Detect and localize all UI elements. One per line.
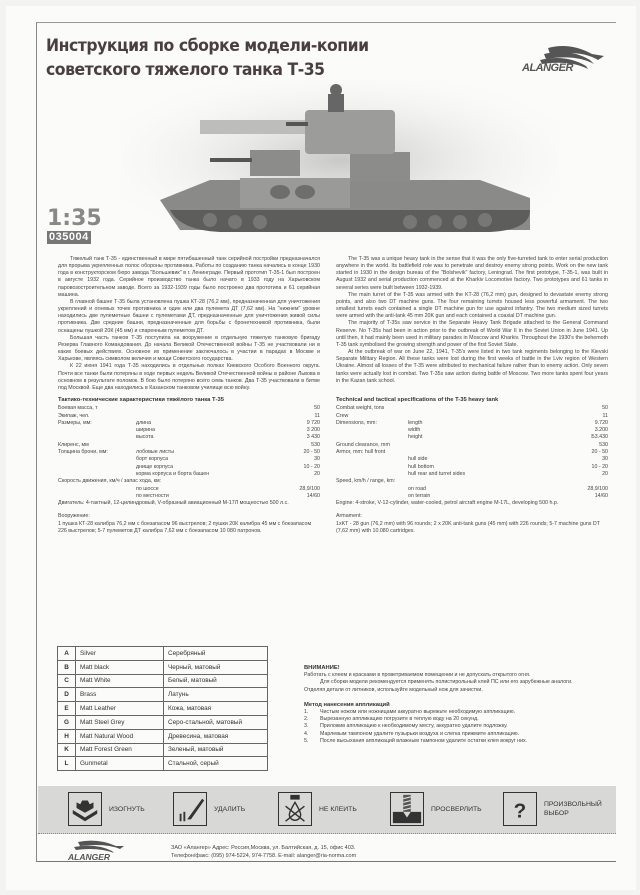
- spec-label: Боевая масса, т: [58, 405, 98, 412]
- paint-table: [57, 646, 268, 771]
- spec-row: [336, 486, 608, 493]
- paint-name-en: Matt White: [76, 674, 164, 688]
- spec-row: [58, 413, 320, 420]
- spec-value: 9 720: [306, 419, 320, 426]
- tank-photo: [60, 80, 560, 240]
- paint-name-ru: Белый, матовый: [164, 674, 268, 688]
- warning-text-2: Для сборки модели рекомендуется применять полистирольный клей ПС или его зарубежные аналоги.: [320, 679, 573, 686]
- paint-key: G: [58, 715, 76, 729]
- spec-value: 28,9/100: [299, 485, 320, 492]
- spec-sublabel: hull side: [408, 456, 428, 463]
- no-glue-icon: [278, 792, 312, 826]
- symbol-drill: [390, 792, 482, 826]
- spec-sublabel: днище корпуса: [136, 463, 174, 470]
- spec-value: 10 - 20: [303, 463, 320, 470]
- spec-value: 20: [602, 470, 608, 477]
- spec-sublabel: лобовые листы: [136, 449, 175, 456]
- paint-name-ru: Стальной, серый: [164, 757, 268, 771]
- spec-row: [58, 456, 320, 463]
- spec-sublabel: высота: [136, 434, 154, 441]
- spec-label: Клиренс, мм: [58, 441, 89, 448]
- history-en-paragraph: The T-35 was a unique heavy tank in the sense that it was the only five-turreted tank to enter serial production anywhere in the world. Its battlefield role was to penetrate and destroy enemy strong points. Work on the new tank started in 1930 in the design bureau of the "Bolshevik" factory, Leningrad. The first prototype, T-35-1, was built in August 1932 and serial production commenced at the Kharkiv Locomotive factory. Two prototypes and 61 tanks in several series were built between 1932-1939.: [336, 256, 608, 291]
- brand-name: ALANGER: [522, 62, 573, 74]
- spec-row: [58, 486, 320, 493]
- history-en-paragraph: The main turret of the T-35 was armed with the KT-28 (76,2 mm) gun, designed to devastate enemy strong points, and also two DT machine guns. The four remaining turrets housed less powerful armament. The two smallest turrets each contained a single DT machine gun for use against infantry. The two medium sized turrets were armed with the anti-tank 45 mm 20K gun and each contained a coaxial DT machine gun.: [336, 291, 608, 320]
- spec-sublabel: длина: [136, 419, 152, 426]
- spec-value: 3 430: [306, 434, 320, 441]
- symbol-bend: [68, 792, 145, 826]
- spec-value: 11: [602, 412, 608, 419]
- footer-address: ЗАО «Алангер» Адрес: Россия,Москва, ул. Балтийская, д. 15, офис 403.: [171, 845, 356, 851]
- symbol-optional-label-line1: ПРОИЗВОЛЬНЫЙ: [544, 801, 602, 808]
- footer: [38, 838, 616, 862]
- decal-step-number: 4.: [304, 730, 309, 737]
- spec-row: [336, 413, 608, 420]
- history-ru-paragraph: В главной башне Т-35 была установлена пушка КТ-28 (76,2 мм), предназначенная для уничтожения укреплений и огневых точек противника и один или два пулемета ДТ (7,62 мм). На "нижнем" уровне находились две пулеметные башни с пулеметами ДТ, предназначенные для уничтожения живой силы противника. Две средние башни, предназначенные для борьбы с бронетехникой противника, были оснащены пушкой 20К (45 мм) и спаренным пулеметом ДТ.: [58, 298, 320, 334]
- warning-block: [304, 665, 606, 745]
- spec-sublabel: корма корпуса и борта башен: [136, 470, 210, 477]
- paint-key: L: [58, 757, 76, 771]
- decal-step-text: Чистым ножом или ножницами аккуратно вырежьте необходимую аппликацию.: [320, 709, 516, 716]
- decal-step: [304, 716, 606, 723]
- decal-step-text: После высыхания аппликаций влажным тампоном удалите остатки клея вокруг них.: [320, 737, 528, 744]
- paint-row: [58, 757, 268, 771]
- paint-name-en: Gunmetal: [76, 757, 164, 771]
- decal-step-text: Вырезанную аппликацию погрузите в теплую воду на 20 секунд.: [320, 716, 479, 723]
- question-icon: [503, 792, 537, 826]
- spec-row: [336, 478, 608, 485]
- spec-row: [336, 434, 608, 441]
- spec-row: [58, 427, 320, 434]
- specs-en-title: Technical and tactical specifications of the T-35 heavy tank: [336, 397, 499, 403]
- paint-name-ru: Зеленый, матовый: [164, 743, 268, 757]
- spec-sublabel: on terrain: [408, 492, 431, 499]
- spec-value: 20: [314, 470, 320, 477]
- spec-row: [336, 464, 608, 471]
- spec-label: Скорость движения, км/ч / запас хода, км:: [58, 478, 162, 485]
- spec-value: 11: [314, 412, 320, 419]
- spec-value: 20 - 50: [303, 449, 320, 456]
- paint-key: E: [58, 702, 76, 716]
- paint-name-en: Matt Leather: [76, 702, 164, 716]
- paint-row: [58, 715, 268, 729]
- footer-brand: ALANGER: [68, 852, 111, 862]
- spec-value: 28,9/100: [587, 485, 608, 492]
- paint-name-en: Silver: [76, 647, 164, 661]
- spec-sublabel: ширина: [136, 427, 155, 434]
- decal-step-number: 1.: [304, 709, 309, 716]
- spec-row: [58, 449, 320, 456]
- drill-icon: [390, 792, 424, 826]
- spec-value: 14/60: [594, 492, 608, 499]
- paint-key: A: [58, 647, 76, 661]
- specs-en-armament: 1xKT - 28 gun (76,2 mm) with 96 rounds; 2 x 20K anti-tank guns (45 mm) with 226 rounds; 5-7 machine guns DT (7,62 mm) with 10.080 cartridges.: [336, 520, 600, 535]
- page-title: [46, 34, 369, 82]
- paint-name-ru: Серебряный: [164, 647, 268, 661]
- spec-label: Толщина брони, мм:: [58, 449, 108, 456]
- paint-key: H: [58, 729, 76, 743]
- paint-row: [58, 674, 268, 688]
- symbol-remove: [173, 792, 245, 826]
- specs-en-armament-title: Armament:: [336, 513, 362, 520]
- spec-value: 14/60: [306, 492, 320, 499]
- spec-row: [336, 442, 608, 449]
- scale-label: 1:35: [47, 206, 102, 231]
- paint-name-en: Matt Forest Green: [76, 743, 164, 757]
- spec-value: 530: [311, 441, 320, 448]
- spec-sublabel: борт корпуса: [136, 456, 169, 463]
- history-ru-paragraph: К 22 июня 1941 года Т-35 находились в отдельных полках Киевского Особого Военного округа. Почти все танки были потеряны в ходе первых недель Великой Отечественной войны в районе Львова в основном в результате поломок. В бою было потеряно всего семь танков. Два Т-35 участвовали в битве под Москвой. Еще два находились в Казанском танковом училище всю войну.: [58, 363, 320, 391]
- spec-label: Экипаж, чел.: [58, 412, 90, 419]
- spec-row: [58, 420, 320, 427]
- specs-en-engine: Engine: 4-stroke, V-12-cylinder, water-cooled, petrol aircraft engine M-17L, developing 500 h.p.: [336, 500, 559, 507]
- svg-text:?: ?: [513, 799, 527, 823]
- paint-name-ru: Латунь: [164, 688, 268, 702]
- paint-key: K: [58, 743, 76, 757]
- history-en: [336, 256, 608, 385]
- spec-row: [58, 434, 320, 441]
- paint-row: [58, 660, 268, 674]
- paint-row: [58, 702, 268, 716]
- spec-value: 50: [314, 405, 320, 412]
- spec-row: [58, 405, 320, 412]
- spec-value: 10 - 20: [591, 463, 608, 470]
- spec-row: [336, 471, 608, 478]
- paint-name-en: Brass: [76, 688, 164, 702]
- decal-step-text: Марлевым тампоном удалите пузырьки воздуха и слегка прижмите аппликацию.: [320, 730, 520, 737]
- spec-sublabel: hull bottom: [408, 463, 434, 470]
- spec-row: [336, 405, 608, 412]
- decal-step-text: Приложив аппликацию к необходимому месту, аккуратно удалите подложку.: [320, 723, 508, 730]
- symbol-drill-label: ПРОСВЕРЛИТЬ: [431, 805, 482, 813]
- specs-ru-rows: [58, 405, 320, 500]
- spec-value: 3 200: [306, 427, 320, 434]
- warning-text-3: Отделяя детали от литников, используйте модельный нож для зачистки.: [304, 686, 483, 693]
- paint-row: [58, 688, 268, 702]
- paint-key: C: [58, 674, 76, 688]
- specs-ru-armament-title: Вооружение:: [58, 513, 90, 520]
- spec-row: [336, 420, 608, 427]
- history-ru-paragraph: Большая часть танков Т-35 поступила на вооружение в отдельную тяжелую танковую бригаду Резерва Главного Командования. До начала Великой Отечественной войны Т-35 не участвовали ни в каких боевых действиях. Основное их применение заключалось в участии в парадах в Москве и Харькове, являясь символом величия и мощи Советского государства.: [58, 334, 320, 363]
- spec-label: Dimensions, mm:: [336, 419, 377, 426]
- spec-row: [336, 493, 608, 500]
- spec-value: 530: [599, 441, 608, 448]
- paint-row: [58, 647, 268, 661]
- symbol-bend-label: ИЗОГНУТЬ: [109, 805, 145, 813]
- decal-step-number: 3.: [304, 723, 309, 730]
- decal-step: [304, 709, 606, 716]
- decal-steps: [304, 709, 606, 745]
- spec-sublabel: по шоссе: [136, 485, 159, 492]
- decal-step: [304, 723, 606, 730]
- specs-ru-title: Тактико-технические характеристики тяжёлого танка Т-35: [58, 397, 224, 403]
- title-line-2: советского тяжелого танка Т-35: [46, 60, 325, 80]
- spec-value: Б3.430: [591, 434, 608, 441]
- spec-value: 30: [602, 456, 608, 463]
- paint-row: [58, 743, 268, 757]
- paint-key: D: [58, 688, 76, 702]
- spec-value: 3.200: [594, 427, 608, 434]
- decal-step-number: 2.: [304, 716, 309, 723]
- decal-step-number: 5.: [304, 737, 309, 744]
- spec-row: [336, 449, 608, 456]
- bend-icon: [68, 792, 102, 826]
- spec-sublabel: hull rear and turret sides: [408, 470, 466, 477]
- spec-sublabel: on road: [408, 485, 426, 492]
- spec-sublabel: width: [408, 427, 421, 434]
- spec-sublabel: height: [408, 434, 423, 441]
- decal-method-title: Метод нанесения аппликаций: [304, 701, 390, 708]
- symbol-no-glue: [278, 792, 357, 826]
- warning-title: ВНИМАНИЕ!: [304, 665, 340, 671]
- symbol-no-glue-label: НЕ КЛЕИТЬ: [319, 805, 357, 813]
- spec-row: [336, 456, 608, 463]
- paint-name-en: Matt Steel Grey: [76, 715, 164, 729]
- spec-row: [336, 427, 608, 434]
- symbol-remove-label: УДАЛИТЬ: [214, 805, 246, 813]
- spec-sublabel: length: [408, 419, 423, 426]
- spec-label: Crew: [336, 412, 349, 419]
- spec-row: [58, 493, 320, 500]
- paint-name-en: Matt Natural Wood: [76, 729, 164, 743]
- spec-row: [58, 478, 320, 485]
- spec-label: Armor, mm: hull front: [336, 449, 386, 456]
- spec-label: Speed, km/h / range, km:: [336, 478, 396, 485]
- spec-row: [58, 471, 320, 478]
- spec-value: 20 - 50: [591, 449, 608, 456]
- spec-value: 9.720: [594, 419, 608, 426]
- specs-ru: [58, 397, 320, 535]
- spec-value: 50: [602, 405, 608, 412]
- paint-name-ru: Черный, матовый: [164, 660, 268, 674]
- footer-address-block: [171, 844, 356, 860]
- spec-row: [58, 464, 320, 471]
- history-en-paragraph: The majority of T-35s saw service in the Separate Heavy Tank Brigade attached to the General Command Reserve. No T-35s had been in action prior to the outbreak of World War II in the Soviet Union in June 1941. Up until then, it had mainly been used in military parades in Moscow and Kharkiv. Throughout the 1930's the behemoth T-35 tank symbolised the growing strength and power of the first Soviet State.: [336, 320, 608, 348]
- symbol-optional: [503, 792, 602, 826]
- spec-label: Ground clearance, mm: [336, 441, 390, 448]
- kit-code: 035004: [49, 231, 89, 243]
- paint-row: [58, 729, 268, 743]
- specs-ru-armament: 1 пушка КТ-28 калибра 76,2 мм с боезапасом 96 выстрелов; 2 пушки 20К калибра 45 мм с боезапасом 226 выстрелов; 5-7 пулеметов ДТ калибра 7,62 мм с боезапасом 10 080 патронов.: [58, 520, 312, 535]
- title-line-1: Инструкция по сборке модели-копии: [46, 36, 369, 56]
- paint-key: B: [58, 660, 76, 674]
- specs-en-rows: [336, 405, 608, 500]
- footer-contacts: Телефон/факс: (095) 974-5224, 974-7758. E-mail: alanger@ria-norma.com: [171, 853, 357, 859]
- warning-text-1: Работать с клеем и красками в проветриваемом помещении и не допускать открытого огня.: [304, 672, 531, 679]
- decal-step: [304, 738, 606, 745]
- remove-icon: [173, 792, 207, 826]
- spec-label: Combat weight, tons: [336, 405, 385, 412]
- decal-step: [304, 731, 606, 738]
- history-ru-paragraph: Тяжелый танк Т-35 - единственный в мире пятибашенный танк серийной постройки предназначался для прорыва укрепленных полос обороны противника. Работы по созданию танка начались в конце 1930 года в конструкторском бюро завода "Большевик" в г. Ленинграде. Первый прототип Т-35-1 был построен в августе 1932 года. Серийное производство танка было начато в 1933 году на Харьковском паровозостроительном заводе. Всего за 1932-1939 годы было построено два прототипа и 61 серийная машина.: [58, 256, 320, 298]
- paint-name-ru: Кожа, матовая: [164, 702, 268, 716]
- symbols-legend: [38, 786, 616, 834]
- paint-name-ru: Серо-стальной, матовый: [164, 715, 268, 729]
- spec-row: [58, 442, 320, 449]
- paint-name-en: Matt black: [76, 660, 164, 674]
- history-en-paragraph: At the outbreak of war on June 22, 1941, T-35's were listed in two tank regiments belonging to the Kievski Separate Military Region. All these tanks were lost during the first weeks of battle in the Lviv region of Western Ukraine. Almost all losses of the T-35 were attributed to mechanical failure rather than to enemy action. Only seven tanks were actually lost in combat. Two T-35s saw action during battle of Moscow. Two more tanks spent four years in the Kazan tank school.: [336, 349, 608, 384]
- spec-value: 30: [314, 456, 320, 463]
- specs-ru-engine: Двигатель: 4-тактный, 12-цилиндровый, V-образный авиационный М-17Л мощностью 500 л.с.: [58, 500, 289, 507]
- symbol-optional-label: [544, 800, 602, 818]
- spec-sublabel: по местности: [136, 492, 169, 499]
- history-ru: [58, 256, 320, 392]
- paint-name-ru: Древесина, матовая: [164, 729, 268, 743]
- spec-label: Размеры, мм:: [58, 419, 92, 426]
- symbol-optional-label-line2: ВЫБОР: [544, 810, 569, 817]
- specs-en: [336, 397, 608, 535]
